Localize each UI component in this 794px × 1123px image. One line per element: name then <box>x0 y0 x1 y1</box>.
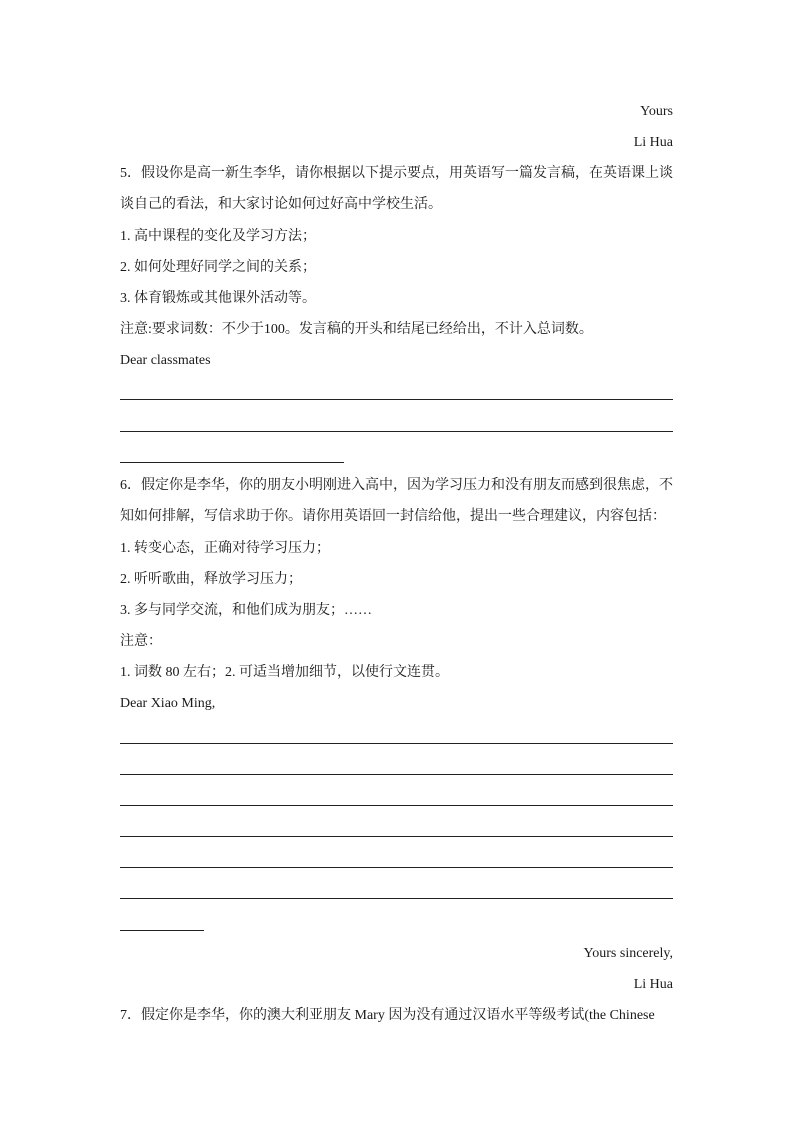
q6-writing-line-2[interactable] <box>120 774 673 775</box>
q5-writing-line-2[interactable] <box>120 431 673 432</box>
q6-point-3: 3. 多与同学交流，和他们成为朋友；…… <box>120 603 372 618</box>
q6-note: 1. 词数 80 左右；2. 可适当增加细节，以使行文连贯。 <box>120 665 449 680</box>
q6-note-label: 注意： <box>120 634 162 649</box>
q5-point-3: 3. 体育锻炼或其他课外活动等。 <box>120 291 316 306</box>
q5-writing-line-1[interactable] <box>120 399 673 400</box>
q5-prompt-line2: 谈自己的看法，和大家讨论如何过好高中学校生活。 <box>120 197 442 212</box>
q6-point-2: 2. 听听歌曲，释放学习压力； <box>120 572 302 587</box>
q6-writing-line-7[interactable] <box>120 930 204 931</box>
q5-point-2: 2. 如何处理好同学之间的关系； <box>120 260 316 275</box>
q6-signature: Li Hua <box>633 977 673 992</box>
q6-writing-line-6[interactable] <box>120 898 673 899</box>
q5-note: 注意:要求词数：不少于100。发言稿的开头和结尾已经给出，不计入总词数。 <box>120 322 593 337</box>
q5-prompt-line1: 5．假设你是高一新生李华，请你根据以下提示要点，用英语写一篇发言稿，在英语课上谈 <box>120 166 673 181</box>
q7-prompt-line1: 7．假定你是李华，你的澳大利亚朋友 Mary 因为没有通过汉语水平等级考试(the Chinese <box>120 1008 655 1023</box>
q6-prompt-line2: 知如何排解，写信求助于你。请你用英语回一封信给他，提出一些合理建议，内容包括： <box>120 509 666 524</box>
q6-salutation: Dear Xiao Ming, <box>120 696 216 711</box>
q6-writing-line-1[interactable] <box>120 743 673 744</box>
prev-letter-closing: Yours <box>640 104 673 119</box>
q6-writing-line-3[interactable] <box>120 805 673 806</box>
q5-point-1: 1. 高中课程的变化及学习方法； <box>120 229 316 244</box>
prev-letter-signature: Li Hua <box>633 135 673 150</box>
q6-point-1: 1. 转变心态，正确对待学习压力； <box>120 541 330 556</box>
q6-closing: Yours sincerely, <box>583 946 673 961</box>
q5-salutation: Dear classmates <box>120 353 211 368</box>
q6-prompt-line1: 6．假定你是李华，你的朋友小明刚进入高中，因为学习压力和没有朋友而感到很焦虑，不 <box>120 478 673 493</box>
q6-writing-line-4[interactable] <box>120 836 673 837</box>
q5-writing-line-3[interactable] <box>120 462 344 463</box>
q6-writing-line-5[interactable] <box>120 867 673 868</box>
